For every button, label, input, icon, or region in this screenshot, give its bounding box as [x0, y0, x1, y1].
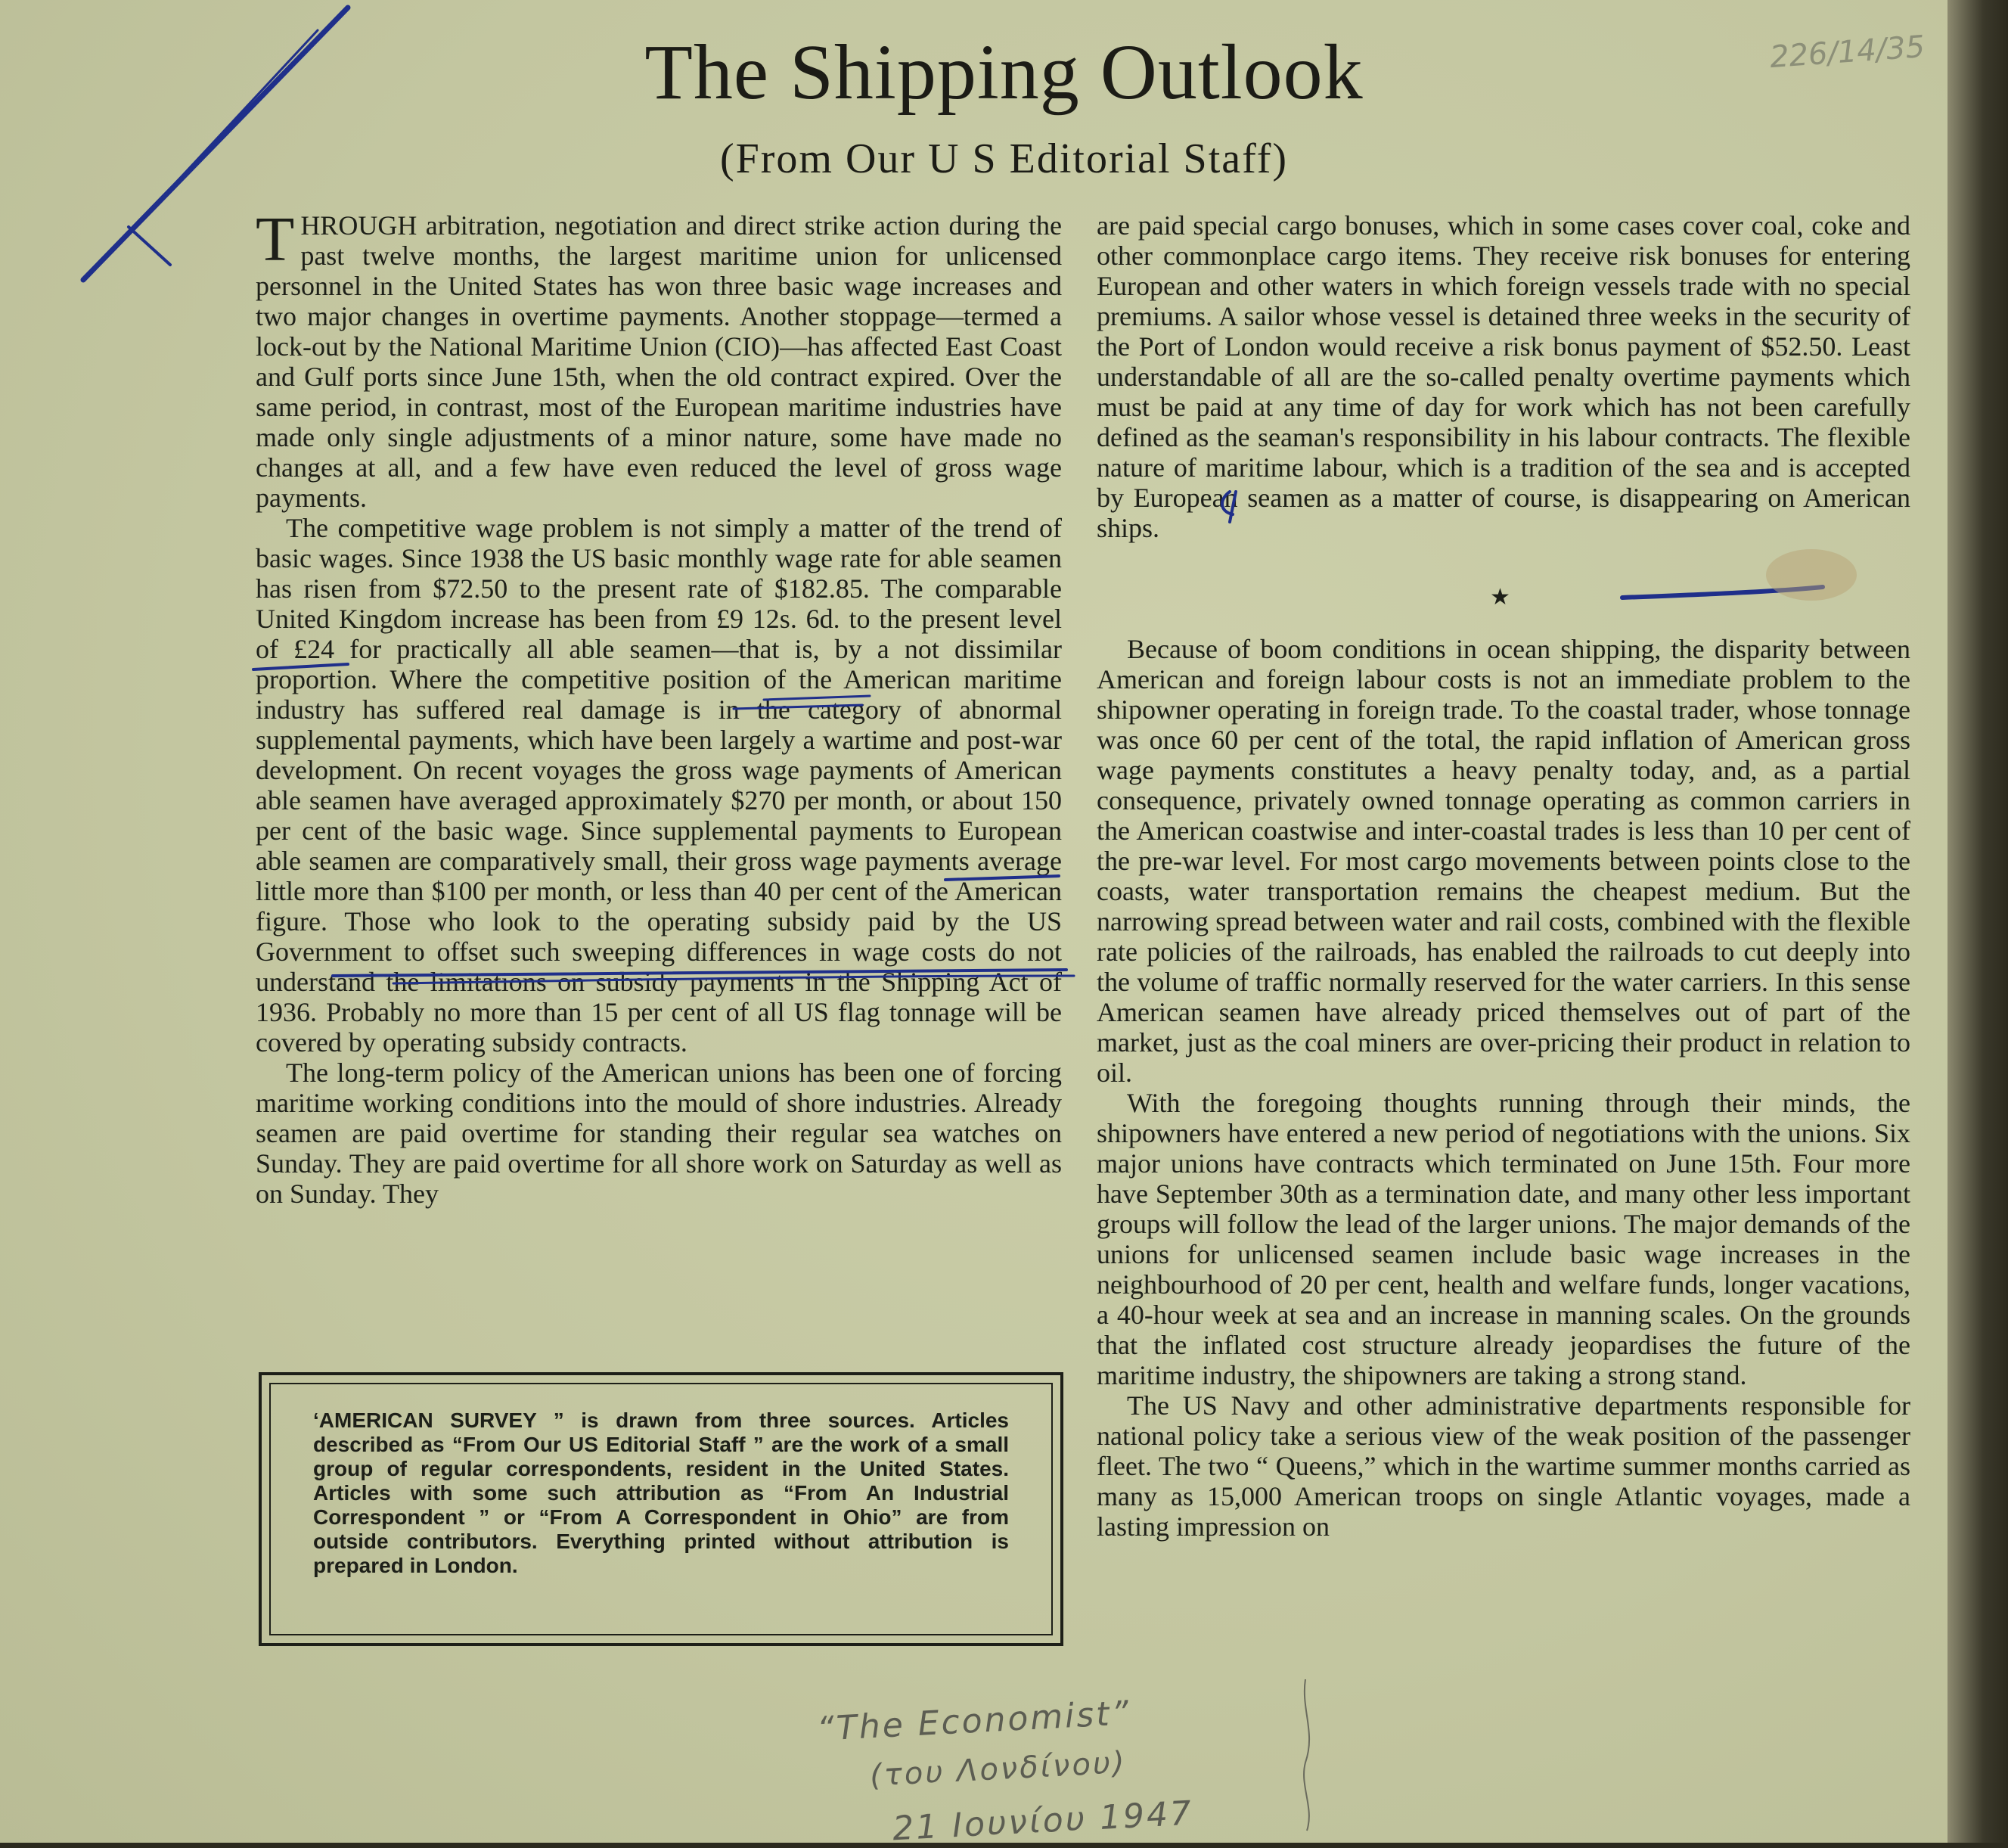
left-column	[256, 204, 1062, 1209]
paragraph-5: Because of boom conditions in ocean shipping, the disparity between American and foreign labour costs is not an immediate problem to the shipowner operating in foreign trade. To the coastal trader, whose tonnage was once 60 per cent of the total, the rapid inflation of American gross wage payments constitutes a heavy penalty today, and, as a partial consequence, privately owned tonnage operating as common carriers in the American coastwise and inter-coastal trades is less than 10 per cent of the pre-war level. For most cargo movements between points close to the coasts, water transportation remains the cheapest medium. But the narrowing spread between water and rail costs, combined with the flexible rate policies of the railroads, has enabled the railroads to cut deeply into the volume of traffic normally reserved for the water carriers. In this sense American seamen have already priced themselves out of part of the market, just as the coal miners are over-pricing their product in relation to oil.	[1097, 634, 1910, 1088]
note-box-text: ‘AMERICAN SURVEY ” is drawn from three sources. Articles described as “From Our US Editorial Staff ” are the work of a small group of regular correspondents, resident in the United States. Articles with some such attribution as “From An Industrial Correspondent ” or “From A Correspondent in Ohio” are from outside contributors. Everything printed without attribution is prepared in London.	[313, 1409, 1009, 1577]
paragraph-4: are paid special cargo bonuses, which in some cases cover coal, coke and other commonplace cargo items. They receive risk bonuses for entering European and other waters in which foreign vessels trade with no special premiums. A sailor whose vessel is detained three weeks in the security of the Port of London would receive a risk bonus payment of $52.50. Least understandable of all are the so-called penalty overtime payments which must be paid at any time of day for work which has not been carefully defined as the seaman's responsibility in his labour contracts. The flexible nature of maritime labour, which is a tradition of the sea and is accepted by European seamen as a matter of course, is disappearing on American ships.	[1097, 210, 1910, 543]
handwritten-source-line-3: 21 Ιουνίου 1947	[891, 1794, 1195, 1848]
right-column-bottom	[1097, 634, 1910, 1542]
american-survey-note-box	[259, 1372, 1063, 1646]
right-column-top	[1097, 210, 1910, 543]
paragraph-3: The long-term policy of the American unions has been one of forcing maritime working conditions into the mould of shore industries. Already seamen are paid overtime for standing their regular sea watches on Sunday. They are paid overtime for all shore work on Saturday as well as on Sunday. They	[256, 1058, 1062, 1209]
paragraph-1-text: HROUGH arbitration, negotiation and direct strike action during the past twelve months, the largest maritime union for unlicensed personnel in the United States has won three basic wage increases and two major changes in overtime payments. Another stoppage—termed a lock-out by the National Maritime Union (CIO)—has affected East Coast and Gulf ports since June 15th, when the old contract expired. Over the same period, in contrast, most of the European maritime industries have made only single adjustments of a minor nature, some have made no changes at all, and a few have even reduced the level of gross wage payments.	[256, 210, 1062, 513]
section-separator-star: ★	[1490, 584, 1510, 610]
article-subtitle: (From Our U S Editorial Staff)	[719, 135, 1289, 182]
drop-cap: T	[256, 204, 295, 275]
reference-number: 226/14/35	[1768, 29, 1926, 76]
scan-edge	[1947, 0, 2008, 1843]
handwritten-source-line-1: “The Economist”	[815, 1694, 1132, 1749]
article-title: The Shipping Outlook	[644, 29, 1364, 116]
paragraph-1	[256, 204, 1062, 513]
handwritten-source-line-2: (του Λονδίνου)	[869, 1745, 1128, 1794]
paragraph-2: The competitive wage problem is not simply a matter of the trend of basic wages. Since 1938 the US basic monthly wage rate for able seamen has risen from $72.50 to the present rate of $182.85. The comparable United Kingdom increase has been from £9 12s. 6d. to the present level of £24 for practically all able seamen—that is, by a not dissimilar proportion. Where the competitive position of the American maritime industry has suffered real damage is in the category of abnormal supplemental payments, which have been largely a wartime and post-war development. On recent voyages the gross wage payments of American able seamen have averaged approximately $270 per month, or about 150 per cent of the basic wage. Since supplemental payments to European able seamen are comparatively small, their gross wage payments average little more than $100 per month, or less than 40 per cent of the American figure. Those who look to the operating subsidy paid by the US Government to offset such sweeping differences in wage costs do not understand the limitations on subsidy payments in the Shipping Act of 1936. Probably no more than 15 per cent of all US flag tonnage will be covered by operating subsidy contracts.	[256, 513, 1062, 1058]
paragraph-6: With the foregoing thoughts running through their minds, the shipowners have entered a new period of negotiations with the unions. Six major unions have contracts which terminated on June 15th. Four more have September 30th as a termination date, and many other less important groups will follow the lead of the larger unions. The major demands of the unions for unlicensed seamen include basic wage increases in the neighbourhood of 20 per cent, health and welfare funds, longer vacations, a 40-hour week at sea and an increase in manning scales. On the grounds that the inflated cost structure already jeopardises the future of the maritime industry, the shipowners are taking a strong stand.	[1097, 1088, 1910, 1390]
paragraph-7: The US Navy and other administrative departments responsible for national policy take a serious view of the weak position of the passenger fleet. The two “ Queens,” which in the wartime summer months carried as many as 15,000 American troops on single Atlantic voyages, made a lasting impression on	[1097, 1390, 1910, 1542]
